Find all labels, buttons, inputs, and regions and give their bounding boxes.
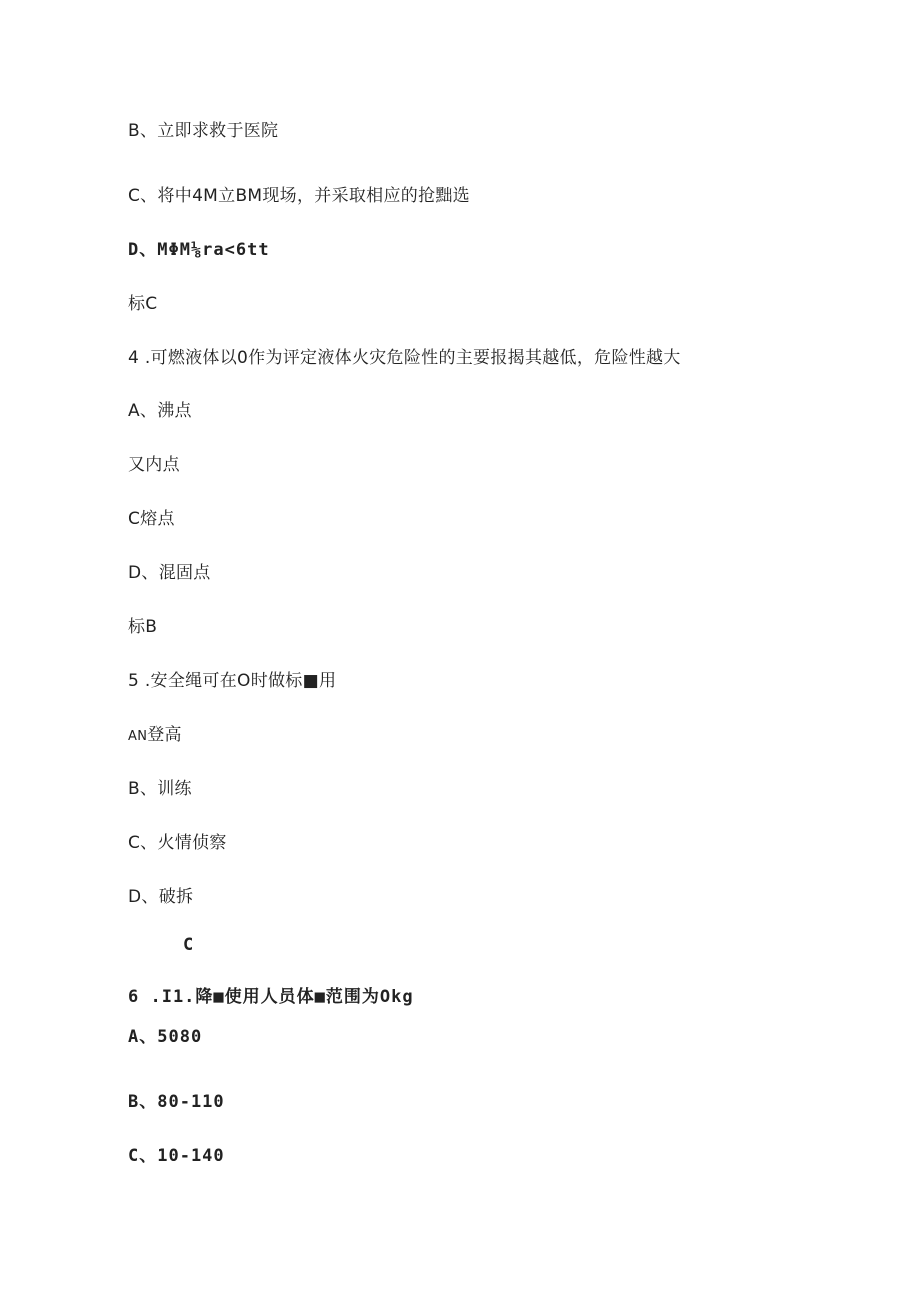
option-c-q6: C、10-140 [128,1146,225,1166]
option-b-q4: 又内点 [128,455,180,475]
option-a-q5 [128,724,182,748]
option-b-q3: B、立即求救于医院 [128,121,279,141]
option-b-q5: B、训练 [128,779,192,799]
answer-q5: C [183,935,195,955]
question-4: 4 .可燃液体以0作为评定液体火灾危险性的主要报揭其越低，危险性越大 [128,348,681,368]
option-a-q4: A、沸点 [128,401,192,421]
option-a-q5-prefix: AN [128,729,148,744]
option-a-q6: A、5080 [128,1027,203,1047]
answer-q4: 标B [128,617,158,637]
question-6: 6 .I1.降■使用人员体■范围为Okg [128,987,414,1007]
option-c-q3: C、将中4M立BM现场，并采取相应的抢黜选 [128,186,470,206]
option-d-q4: D、混固点 [128,563,211,583]
option-c-q4: C熔点 [128,509,175,529]
question-5: 5 .安全绳可在O时做标■用 [128,671,337,691]
answer-q3: 标C [128,294,158,314]
option-a-q5-text: 登高 [147,725,182,745]
option-b-q6: B、80-110 [128,1092,225,1112]
option-d-q5: D、破拆 [128,887,194,907]
option-c-q5: C、火情侦察 [128,833,227,853]
option-d-q3: D、MΦM⅛ra<6tt [128,240,270,260]
